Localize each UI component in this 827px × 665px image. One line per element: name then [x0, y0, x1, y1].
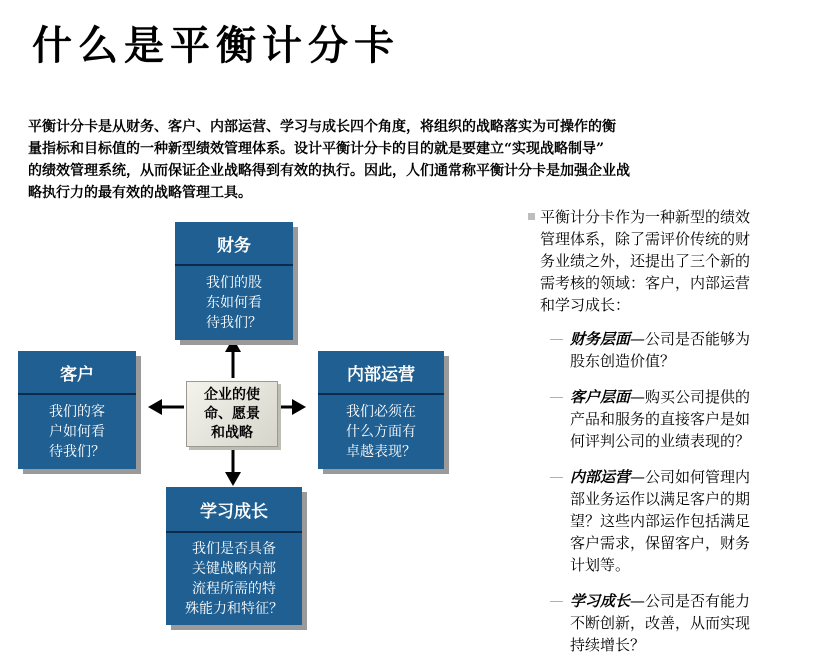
dash-bullet-icon [550, 339, 563, 340]
lead-line: 平衡计分卡作为一种新型的绩效 [540, 208, 751, 226]
list-item-internal [528, 466, 818, 576]
dash-bullet-icon [550, 601, 563, 602]
list-item-customer [528, 386, 818, 452]
customer-box [18, 351, 136, 469]
learning-body [166, 533, 302, 625]
arrow-right-head [292, 399, 306, 415]
item-line: 不断创新，改善，从而实现 [570, 614, 751, 632]
mission-vision-strategy-box [186, 381, 278, 447]
center-line: 命、愿景 [204, 405, 260, 422]
internal-line: 我们必须在 [346, 404, 416, 420]
finance-body [175, 266, 293, 340]
square-bullet-icon [528, 213, 535, 220]
learning-title: 学习成长 [166, 487, 302, 533]
item-first: —公司是否有能力 [630, 592, 751, 610]
right-panel [528, 206, 818, 656]
internal-operations-box [318, 351, 444, 469]
learning-line: 流程所需的特 [192, 581, 276, 597]
finance-title: 财务 [175, 222, 293, 266]
intro-line: 的绩效管理系统，从而保证企业战略得到有效的执行。因此，人们通常称平衡计分卡是加强企业战 [28, 163, 630, 179]
arrow-up-head [225, 338, 241, 352]
customer-line: 我们的客 [49, 404, 105, 420]
item-term: 财务层面 [570, 330, 631, 348]
learning-growth-box [166, 487, 302, 625]
lead-line: 和学习成长： [540, 296, 631, 314]
lead-paragraph [528, 206, 818, 316]
list-item-learning [528, 590, 818, 656]
lead-line: 需考核的领域：客户，内部运营 [540, 274, 751, 292]
finance-line: 待我们？ [206, 315, 262, 331]
intro-line: 平衡计分卡是从财务、客户、内部运营、学习与成长四个角度，将组织的战略落实为可操作的衡 [28, 119, 616, 135]
list-item-finance [528, 328, 818, 372]
internal-line: 什么方面有 [346, 424, 416, 440]
learning-line: 我们是否具备 [192, 541, 276, 557]
finance-box [175, 222, 293, 340]
internal-body [318, 395, 444, 469]
customer-line: 户如何看 [49, 424, 105, 440]
learning-line: 殊能力和特征？ [185, 601, 283, 617]
item-term: 客户层面 [570, 388, 631, 406]
arrow-down-head [225, 472, 241, 486]
dash-bullet-icon [550, 397, 563, 398]
intro-line: 量指标和目标值的一种新型绩效管理体系。设计平衡计分卡的目的就是要建立“实现战略制导” [28, 141, 605, 157]
internal-line: 卓越表现？ [346, 444, 416, 460]
customer-body [18, 395, 136, 469]
item-line: 持续增长？ [570, 636, 646, 654]
item-first: —公司如何管理内 [630, 468, 751, 486]
item-line: 产品和服务的直接客户是如 [570, 410, 751, 428]
item-line: 计划等。 [570, 556, 631, 574]
internal-title: 内部运营 [318, 351, 444, 395]
arrow-left-head [148, 399, 162, 415]
customer-line: 待我们？ [49, 444, 105, 460]
dash-bullet-icon [550, 477, 563, 478]
item-first: —公司是否能够为 [630, 330, 751, 348]
item-first: —购买公司提供的 [630, 388, 751, 406]
customer-title: 客户 [18, 351, 136, 395]
item-line: 望？这些内部运作包括满足 [570, 512, 751, 530]
lead-line: 务业绩之外，还提出了三个新的 [540, 252, 751, 270]
item-line: 客户需求，保留客户，财务 [570, 534, 751, 552]
learning-line: 关键战略内部 [192, 561, 276, 577]
center-line: 和战略 [211, 424, 253, 441]
item-line: 何评判公司的业绩表现的？ [570, 432, 751, 450]
finance-line: 我们的股 [206, 275, 262, 291]
intro-line: 略执行力的最有效的战略管理工具。 [28, 185, 252, 201]
lead-line: 管理体系，除了需评价传统的财 [540, 230, 751, 248]
finance-line: 东如何看 [206, 295, 262, 311]
center-line: 企业的使 [204, 386, 260, 403]
item-term: 内部运营 [570, 468, 631, 486]
item-line: 股东创造价值？ [570, 352, 676, 370]
page-title: 什么是平衡计分卡 [32, 22, 400, 69]
item-line: 部业务运作以满足客户的期 [570, 490, 751, 508]
item-term: 学习成长 [570, 592, 631, 610]
